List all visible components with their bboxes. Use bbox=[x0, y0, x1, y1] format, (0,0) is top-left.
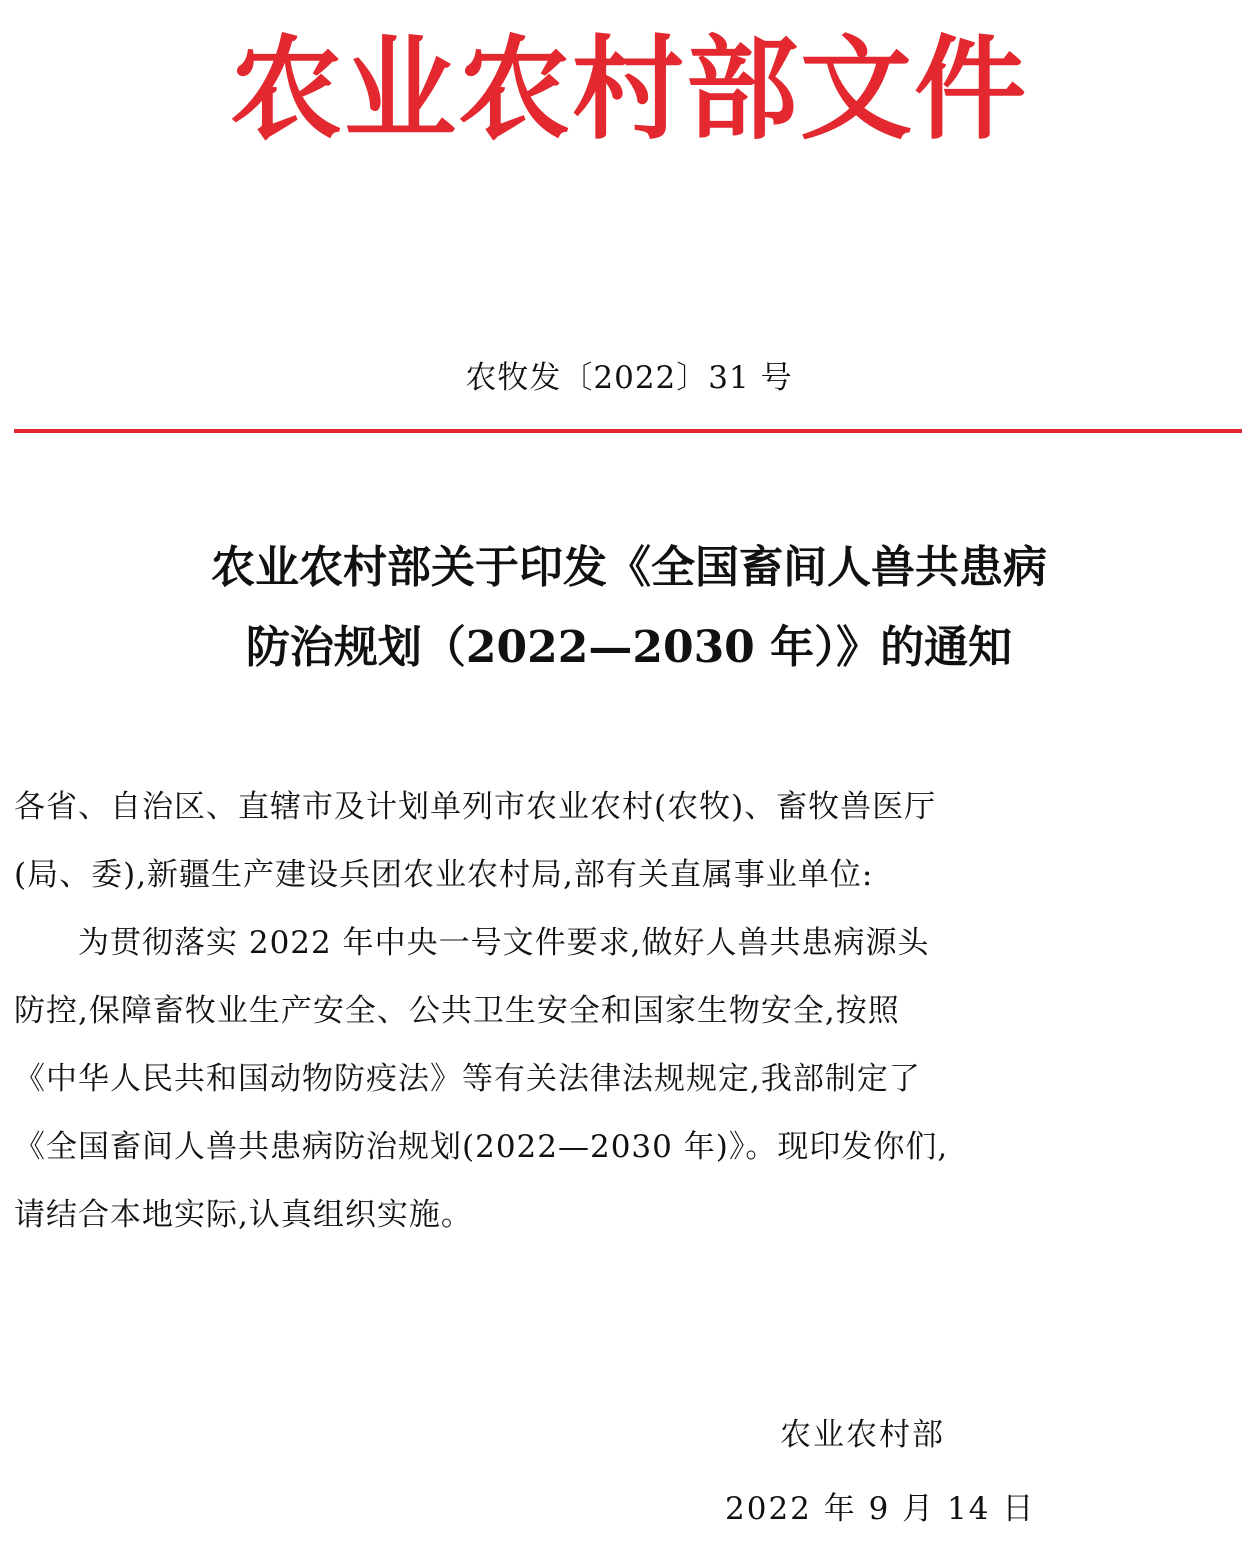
issue-date: 2022 年 9 月 14 日 bbox=[725, 1491, 1036, 1527]
title-line: 农业农村部关于印发《全国畜间人兽共患病 bbox=[211, 542, 1047, 593]
paragraph-line: 防控,保障畜牧业生产安全、公共卫生安全和国家生物安全,按照 bbox=[14, 993, 900, 1029]
document-body bbox=[14, 773, 1244, 1249]
paragraph-line: 《中华人民共和国动物防疫法》等有关法律法规规定,我部制定了 bbox=[14, 1061, 921, 1097]
document-number: 农牧发〔2022〕31 号 bbox=[465, 360, 793, 396]
red-divider bbox=[14, 429, 1242, 433]
paragraph-line: 请结合本地实际,认真组织实施。 bbox=[14, 1197, 473, 1233]
masthead: 农业农村部文件 bbox=[230, 24, 1028, 155]
paragraph-line: 《全国畜间人兽共患病防治规划(2022—2030 年)》。现印发你们, bbox=[14, 1129, 949, 1165]
addressee-line: 各省、自治区、直辖市及计划单列市农业农村(农牧)、畜牧兽医厅 bbox=[14, 789, 937, 825]
title-line: 防治规划（2022—2030 年）》的通知 bbox=[245, 622, 1013, 673]
addressee-line: (局、委),新疆生产建设兵团农业农村局,部有关直属事业单位: bbox=[14, 857, 874, 893]
paragraph-line: 为贯彻落实 2022 年中央一号文件要求,做好人兽共患病源头 bbox=[78, 925, 930, 961]
document-title bbox=[40, 528, 1218, 688]
issuer-signature: 农业农村部 bbox=[780, 1417, 945, 1453]
